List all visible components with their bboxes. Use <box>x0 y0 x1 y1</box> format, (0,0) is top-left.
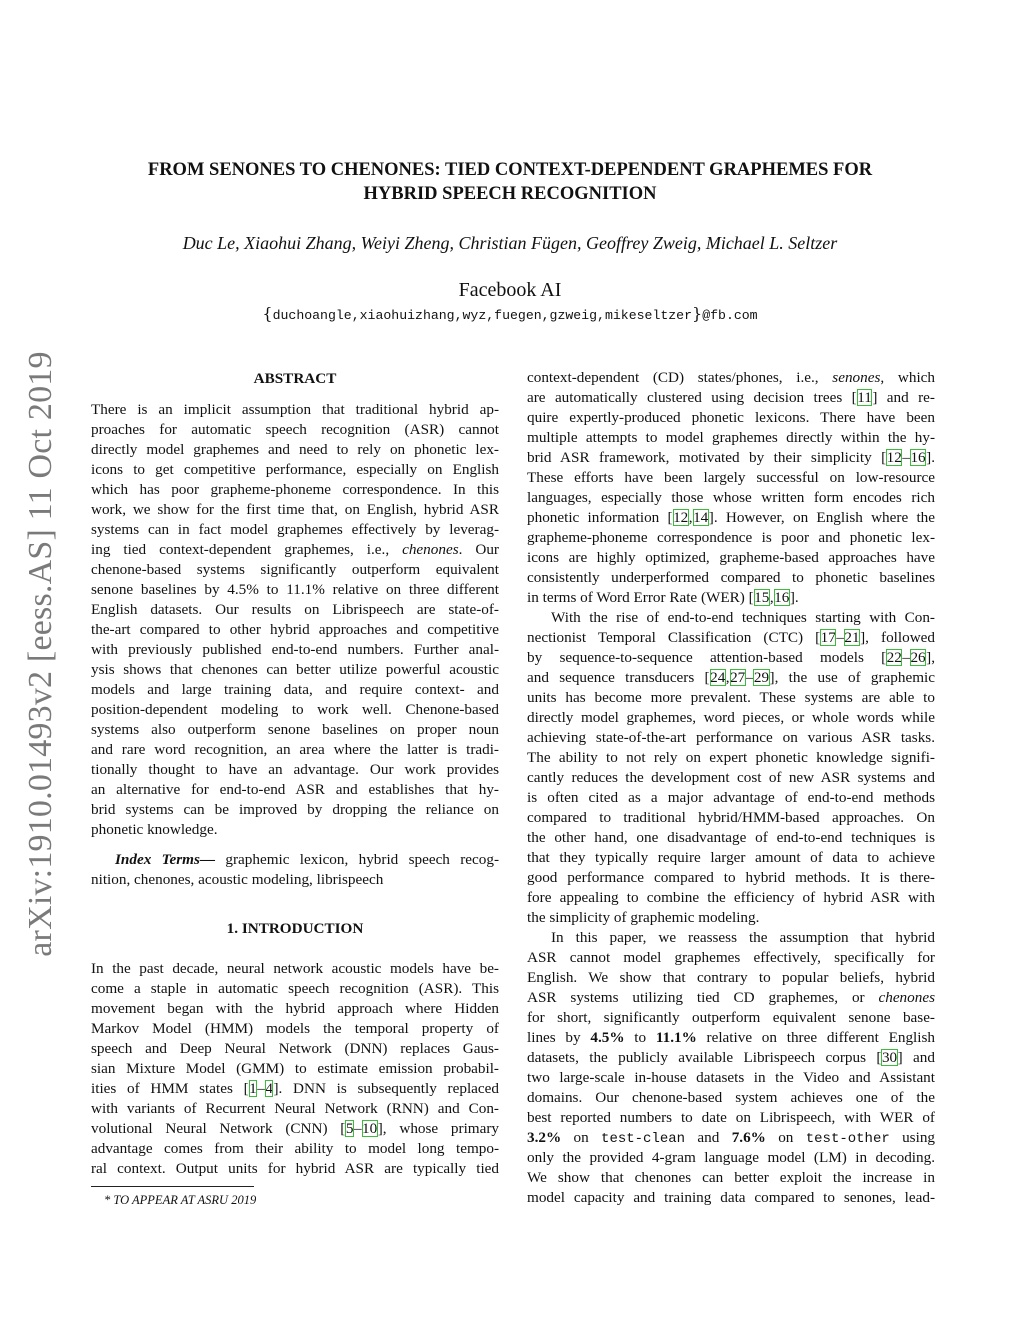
intro-line: speech and Deep Neural Network (DNN) replaces Gaus- <box>91 1040 499 1057</box>
citation-link[interactable]: 14 <box>693 509 709 526</box>
intro-line: only the provided 4-gram language model (LM) in decoding. <box>527 1149 935 1166</box>
intro-line: domains. Our chenone-based system achieves one of the <box>527 1089 935 1106</box>
intro-line: two large-scale in-house datasets in the Video and Assistant <box>527 1069 935 1086</box>
introduction-body <box>91 959 499 1179</box>
intro-line: in terms of Word Error Rate (WER) [15,16]. <box>527 589 799 606</box>
intro-line: English. We show that contrary to popular beliefs, hybrid <box>527 969 935 986</box>
citation-link[interactable]: 12 <box>886 449 902 466</box>
intro-line: quire expertly-produced phonetic lexicons. There have been <box>527 409 935 426</box>
affiliation: Facebook AI <box>458 279 562 301</box>
abstract-line: work, we show for the first time that, on English, hybrid ASR <box>91 501 499 518</box>
intro-line: ities of HMM states [1–4]. DNN is subsequently replaced <box>91 1080 499 1097</box>
intro-line: is often cited as a major advantage of end-to-end methods <box>527 789 935 806</box>
intro-line: best reported numbers to date on Librispeech, with WER of <box>527 1109 935 1126</box>
intro-line: datasets, the publicly available Librispeech corpus [30] and <box>527 1049 935 1066</box>
intro-line: 3.2% on test-clean and 7.6% on test-other using <box>527 1129 936 1147</box>
intro-line: ASR systems utilizing tied CD graphemes, or chenones <box>527 989 935 1006</box>
intro-line: achieving state-of-the-art performance on various ASR tasks. <box>527 729 935 746</box>
citation-link[interactable]: 16 <box>910 449 926 466</box>
arxiv-identifier: arXiv:1910.01493v2 [eess.AS] 11 Oct 2019 <box>22 351 59 957</box>
citation-link[interactable]: 12 <box>673 509 689 526</box>
abstract-line: There is an implicit assumption that traditional hybrid ap- <box>91 401 499 418</box>
abstract-heading: ABSTRACT <box>253 370 337 387</box>
abstract-line: icons to get competitive performance, especially on English <box>91 461 499 478</box>
intro-line: good performance compared to hybrid methods. It is there- <box>527 869 935 886</box>
citation-link[interactable]: 10 <box>362 1120 378 1137</box>
citation-link[interactable]: 21 <box>844 629 860 646</box>
intro-line: the other hand, one disadvantage of end-to-end techniques is <box>527 829 935 846</box>
citation-link[interactable]: 4 <box>265 1080 273 1097</box>
citation-link[interactable]: 27 <box>730 669 746 686</box>
intro-line: cantly reduces the development cost of new ASR systems and <box>527 769 935 786</box>
citation-link[interactable]: 16 <box>774 589 790 606</box>
intro-line: and sequence transducers [24,27–29], the use of graphemic <box>527 669 935 686</box>
abstract-line: tionally thought to have an advantage. Our work provides <box>91 761 499 778</box>
citation-link[interactable]: 1 <box>249 1080 257 1097</box>
abstract-line: systems also outperform senone baselines on proper noun <box>91 721 499 738</box>
intro-line: lines by 4.5% to 11.1% relative on three different English <box>527 1029 935 1046</box>
intro-line: advantage comes from their ability to model long tempo- <box>91 1140 499 1157</box>
index-terms <box>91 850 499 890</box>
citation-link[interactable]: 29 <box>753 669 770 686</box>
citation-link[interactable]: 17 <box>820 629 836 646</box>
abstract-line: ysis shows that chenones can better utilize powerful acoustic <box>91 661 499 678</box>
intro-paragraph-3 <box>527 928 935 1208</box>
intro-line: languages, especially those whose written form encodes rich <box>527 489 935 506</box>
intro-line: directly model graphemes, word pieces, or whole words while <box>527 709 935 726</box>
intro-line: icons are highly optimized, grapheme-based approaches have <box>527 549 935 566</box>
intro-line: Markov Model (HMM) models the temporal property of <box>91 1020 499 1037</box>
intro-line: We show that chenones can better exploit the increase in <box>527 1169 935 1186</box>
citation-link[interactable]: 15 <box>754 589 770 606</box>
abstract-line: phonetic knowledge. <box>91 821 218 838</box>
intro-line: consistently underperformed compared to phonetic baselines <box>527 569 935 586</box>
citation-link[interactable]: 26 <box>910 649 926 666</box>
intro-line: come a staple in automatic speech recognition (ASR). This <box>91 980 499 997</box>
intro-line: units has become more prevalent. These systems are able to <box>527 689 935 706</box>
intro-line: for short, significantly outperform equivalent senone base- <box>527 1009 935 1026</box>
abstract-line: senone baselines by 4.5% to 11.1% relative on three different <box>91 581 499 598</box>
abstract-line: directly model graphemes and need to rely on phonetic lex- <box>91 441 499 458</box>
intro-paragraph-2 <box>527 608 935 928</box>
intro-line: compared to traditional hybrid/HMM-based approaches. On <box>527 809 935 826</box>
abstract-body <box>91 400 499 840</box>
intro-line: movement began with the hybrid approach where Hidden <box>91 1000 499 1017</box>
intro-line: ral context. Output units for hybrid ASR are typically tied <box>91 1160 499 1177</box>
intro-line: multiple attempts to model graphemes directly within the hy- <box>527 429 935 446</box>
abstract-line: systems can in fact model graphemes effectively by leverag- <box>91 521 499 538</box>
introduction-heading: 1. INTRODUCTION <box>226 920 364 937</box>
citation-link[interactable]: 24 <box>710 669 726 686</box>
paper-title: FROM SENONES TO CHENONES: TIED CONTEXT-DEPENDENT GRAPHEMES FOR HYBRID SPEECH RECOGNITION <box>147 160 873 204</box>
abstract-line: chenone-based systems significantly outperform equivalent <box>91 561 499 578</box>
index-terms-line: Index Terms— graphemic lexicon, hybrid speech recog- <box>115 851 500 868</box>
intro-line: fore appealing to combine the efficiency of hybrid ASR with <box>527 889 935 906</box>
citation-link[interactable]: 30 <box>881 1049 898 1066</box>
intro-line: phonetic information [12,14]. However, on English where the <box>527 509 935 526</box>
right-column <box>527 368 935 1208</box>
abstract-line: and rare word recognition, an area where the latter is tradi- <box>91 741 499 758</box>
abstract-line: the-art compared to other hybrid approaches and competitive <box>91 621 499 638</box>
abstract-line: brid systems can be improved by dropping the reliance on <box>91 801 499 818</box>
intro-line: sian Mixture Model (GMM) to estimate emission probabil- <box>91 1060 499 1077</box>
intro-line: With the rise of end-to-end techniques starting with Con- <box>551 609 935 626</box>
intro-line: the simplicity of graphemic modeling. <box>527 909 760 926</box>
intro-line: volutional Neural Network (CNN) [5–10], whose primary <box>91 1120 500 1137</box>
intro-line: brid ASR framework, motivated by their simplicity [12–16]. <box>527 449 935 466</box>
intro-line: In this paper, we reassess the assumption that hybrid <box>551 929 935 946</box>
intro-line: by sequence-to-sequence attention-based models [22–26], <box>527 649 935 666</box>
abstract-line: models and large training data, and require context- and <box>91 681 499 698</box>
citation-link[interactable]: 5 <box>345 1120 354 1137</box>
author-emails: {duchoangle,xiaohuizhang,wyz,fuegen,gzweig,mikeseltzer}@fb.com <box>262 304 758 323</box>
intro-line: context-dependent (CD) states/phones, i.e., senones, which <box>527 369 935 386</box>
intro-line: that they typically require larger amount of data to achieve <box>527 849 935 866</box>
abstract-line: with previously published end-to-end numbers. Further anal- <box>91 641 499 658</box>
intro-line: are automatically clustered using decision trees [11] and re- <box>527 389 935 406</box>
left-column <box>91 368 499 1179</box>
intro-line: grapheme-phoneme correspondence is poor and phonetic lex- <box>527 529 935 546</box>
intro-line: These efforts have been largely successful on low-resource <box>527 469 935 486</box>
abstract-line: an alternative for end-to-end ASR and establishes that hy- <box>91 781 499 798</box>
citation-link[interactable]: 11 <box>857 389 872 406</box>
intro-line: model capacity and training data compared to senones, lead- <box>527 1189 935 1206</box>
intro-line: In the past decade, neural network acoustic models have be- <box>91 960 499 977</box>
intro-line: ASR cannot model graphemes effectively, specifically for <box>527 949 935 966</box>
abstract-line: ing tied context-dependent graphemes, i.e., chenones. Our <box>91 541 499 558</box>
index-terms-line: nition, chenones, acoustic modeling, librispeech <box>91 871 384 888</box>
abstract-line: which has poor grapheme-phoneme correspondence. In this <box>91 481 499 498</box>
footnote: * TO APPEAR AT ASRU 2019 <box>104 1193 257 1207</box>
intro-paragraph-1 <box>527 368 935 608</box>
abstract-line: position-dependent modeling to work well. Chenone-based <box>91 701 499 718</box>
author-list: Duc Le, Xiaohui Zhang, Weiyi Zheng, Christian Fügen, Geoffrey Zweig, Michael L. Seltzer <box>182 233 838 253</box>
abstract-line: English datasets. Our results on Librispeech are state-of- <box>91 601 499 618</box>
abstract-line: proaches for automatic speech recognition (ASR) cannot <box>91 421 499 438</box>
citation-link[interactable]: 22 <box>886 649 902 666</box>
intro-line: The ability to not rely on expert phonetic knowledge signifi- <box>527 749 935 766</box>
intro-line: nectionist Temporal Classification (CTC) [17–21], followed <box>527 629 935 646</box>
intro-line: with variants of Recurrent Neural Network (RNN) and Con- <box>91 1100 499 1117</box>
footnote-rule <box>91 1186 254 1187</box>
